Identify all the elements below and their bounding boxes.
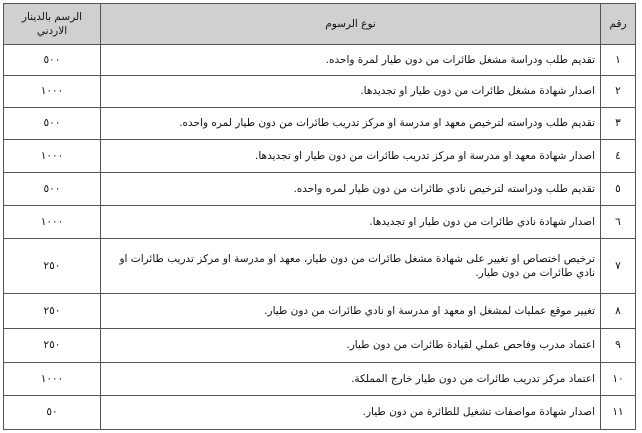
row-fee-amount: ٢٥٠ <box>4 239 101 294</box>
row-number: ١٠ <box>601 362 636 395</box>
row-fee-amount: ٥٠ <box>4 395 101 429</box>
row-fee-amount: ٥٠٠ <box>4 173 101 206</box>
row-fee-type: تقديم طلب ودراسة مشغل طائرات من دون طيار لمرة واحده. <box>101 45 601 76</box>
row-fee-amount: ١٠٠٠ <box>4 75 101 107</box>
row-fee-amount: ٢٥٠ <box>4 293 101 328</box>
table-row <box>4 107 636 140</box>
row-fee-type: اصدار شهادة نادي طائرات من دون طيار او تجديدها. <box>101 206 601 239</box>
header-fee-amount: الرسم بالدينار الاردني <box>4 4 101 45</box>
table-row <box>4 173 636 206</box>
row-fee-amount: ١٠٠٠ <box>4 362 101 395</box>
table-row <box>4 45 636 76</box>
row-number: ٢ <box>601 75 636 107</box>
row-fee-type: ترخيص اختصاص او تغيير على شهادة مشغل طائرات من دون طيار، معهد او مدرسة او مركز تدريب طائرات او نادي طائرات من دون طيار. <box>101 239 601 294</box>
row-number: ٨ <box>601 293 636 328</box>
table-row <box>4 328 636 362</box>
row-number: ٣ <box>601 107 636 140</box>
table-row <box>4 206 636 239</box>
table-row <box>4 395 636 429</box>
row-number: ٦ <box>601 206 636 239</box>
row-fee-amount: ٥٠٠ <box>4 45 101 76</box>
table-header-row <box>4 4 636 45</box>
header-fee-type: نوع الرسوم <box>101 4 601 45</box>
row-number: ٤ <box>601 140 636 173</box>
row-fee-amount: ١٠٠٠ <box>4 206 101 239</box>
row-fee-type: اعتماد مدرب وفاحص عملي لقيادة طائرات من دون طيار. <box>101 328 601 362</box>
row-fee-type: اصدار شهادة معهد او مدرسة او مركز تدريب طائرات من دون طيار او تجديدها. <box>101 140 601 173</box>
row-fee-type: اصدار شهادة مواصفات تشغيل للطائرة من دون طيار. <box>101 395 601 429</box>
row-fee-type: اصدار شهادة مشغل طائرات من دون طيار او تجديدها. <box>101 75 601 107</box>
table-row <box>4 293 636 328</box>
row-fee-amount: ١٠٠٠ <box>4 140 101 173</box>
row-number: ١١ <box>601 395 636 429</box>
table-row <box>4 75 636 107</box>
header-number: رقم <box>601 4 636 45</box>
table-row <box>4 239 636 294</box>
row-number: ٧ <box>601 239 636 294</box>
row-number: ٥ <box>601 173 636 206</box>
table-row <box>4 362 636 395</box>
row-number: ١ <box>601 45 636 76</box>
row-fee-type: تغيير موقع عمليات لمشغل او معهد او مدرسة او نادي طائرات من دون طيار. <box>101 293 601 328</box>
row-fee-amount: ٥٠٠ <box>4 107 101 140</box>
row-fee-amount: ٢٥٠ <box>4 328 101 362</box>
row-fee-type: اعتماد مركز تدريب طائرات من دون طيار خارج المملكة. <box>101 362 601 395</box>
row-fee-type: تقديم طلب ودراسته لترخيص نادي طائرات من دون طيار لمره واحده. <box>101 173 601 206</box>
table-row <box>4 140 636 173</box>
fees-table <box>3 3 636 430</box>
row-number: ٩ <box>601 328 636 362</box>
table-body <box>4 45 636 430</box>
row-fee-type: تقديم طلب ودراسته لترخيص معهد او مدرسة او مركز تدريب طائرات من دون طيار لمره واحده. <box>101 107 601 140</box>
